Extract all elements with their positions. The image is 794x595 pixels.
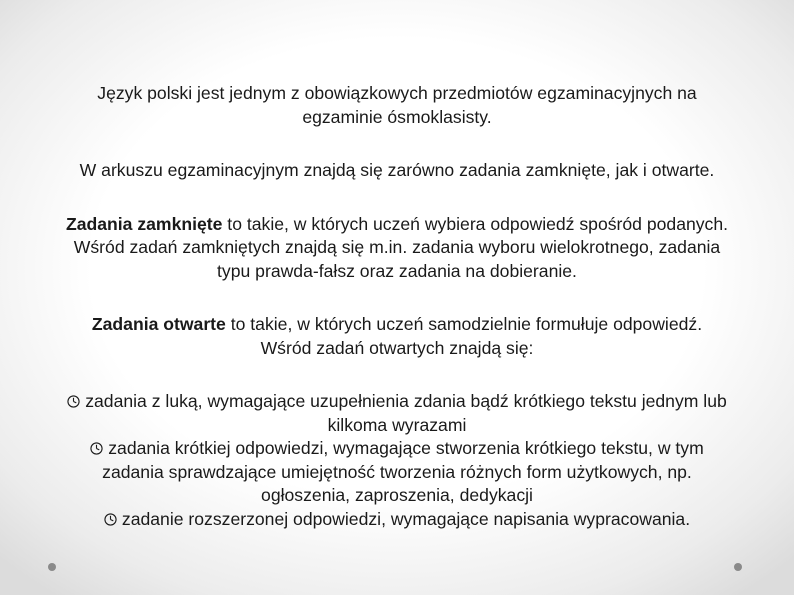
intro-paragraph [14,82,780,129]
list-item [14,390,780,437]
open-tasks-heading: Zadania otwarte [91,314,226,334]
decorative-dot-right [734,563,742,571]
list-item [14,508,780,532]
closed-tasks-paragraph [14,213,780,284]
clock-icon [104,513,117,526]
list-item-text: kilkoma wyrazami [327,414,467,435]
list-item [14,437,780,508]
decorative-dot-left [48,563,56,571]
list-item-text: zadania krótkiej odpowiedzi, wymagające stworzenia krótkiego tekstu, w tym [108,438,704,458]
list-item-text: zadania sprawdzające umiejętność tworzenia różnych form użytkowych, np. [102,461,692,482]
closed-tasks-line-3: typu prawda-fałsz oraz zadania na dobieranie. [217,260,577,281]
closed-tasks-definition: to takie, w których uczeń wybiera odpowiedź spośród podanych. [222,213,729,234]
open-tasks-definition: to takie, w których uczeń samodzielnie formułuje odpowiedź. [225,314,703,334]
intro-line-1: Język polski jest jednym z obowiązkowych przedmiotów egzaminacyjnych na [97,83,697,103]
open-tasks-paragraph [14,313,780,360]
open-task-types-list [14,390,780,531]
closed-tasks-line-2: Wśród zadań zamkniętych znajdą się m.in. zadania wyboru wielokrotnego, zadania [73,237,721,257]
list-item-text: ogłoszenia, zaproszenia, dedykacji [261,485,533,505]
clock-icon [67,395,80,408]
list-item-text: zadanie rozszerzonej odpowiedzi, wymagające napisania wypracowania. [121,508,691,529]
slide-content [14,82,780,531]
arkusz-paragraph: W arkuszu egzaminacyjnym znajdą się zarówno zadania zamknięte, jak i otwarte. [79,160,715,180]
list-item-text: zadania z luką, wymagające uzupełnienia zdania bądź krótkiego tekstu jednym lub [85,391,727,411]
intro-line-2: egzaminie ósmoklasisty. [302,106,492,127]
open-tasks-line-2: Wśród zadań otwartych znajdą się: [260,337,534,358]
closed-tasks-heading: Zadania zamknięte [65,213,223,234]
clock-icon [90,442,103,455]
